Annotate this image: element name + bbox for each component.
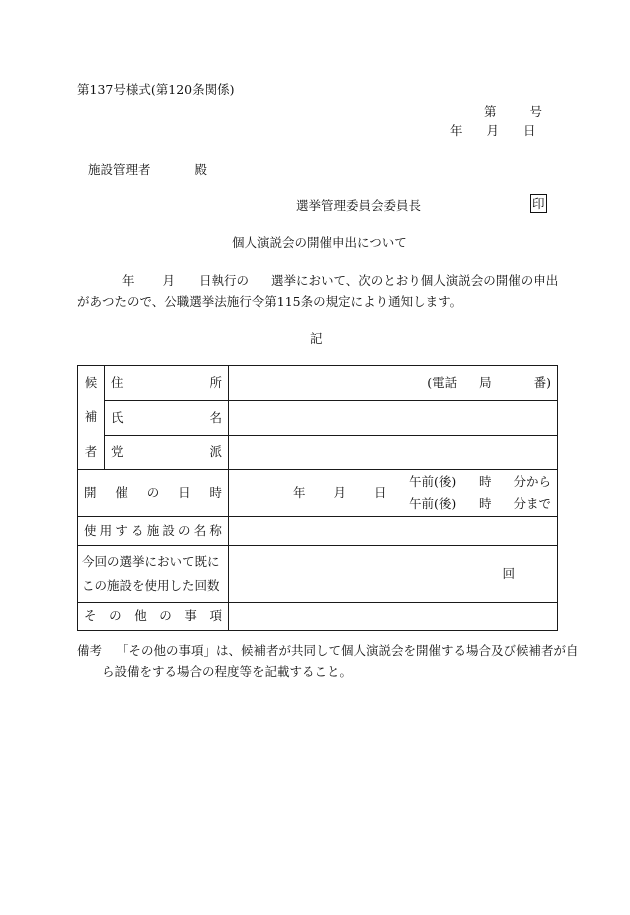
address-label: 住 所: [105, 366, 229, 401]
remarks-text-1: 「その他の事項」は、候補者が共同して個人演説会を開催する場合及び候補者が自: [116, 643, 579, 658]
body-line-1: 年 月 日執行の 選挙において、次のとおり個人演説会の開催の申出: [122, 273, 559, 288]
datetime-label: 開 催 の 日 時: [78, 470, 229, 517]
form-number: 第137号様式(第120条関係): [77, 82, 235, 97]
sender-title: 選挙管理委員会委員長: [296, 198, 422, 213]
facility-name-label: 使 用 す る 施 設 の 名 称: [78, 517, 229, 546]
seal-mark: 印: [532, 196, 545, 211]
document-number-go: 号: [529, 104, 543, 119]
application-table: [77, 365, 558, 631]
datetime-input[interactable]: 年 月 日 午前(後) 時 分から 午前(後) 時 分まで: [229, 470, 558, 517]
addressee: [88, 164, 207, 177]
document-date: [450, 125, 536, 138]
name-input[interactable]: [229, 401, 558, 435]
used-count-input[interactable]: 回: [229, 546, 558, 603]
facility-name-input[interactable]: [229, 517, 558, 546]
addressee-honorific: 殿: [194, 162, 208, 177]
addressee-title: 施設管理者: [88, 162, 151, 177]
used-count-label: 今回の選挙において既に この施設を使用した回数: [78, 546, 229, 603]
candidate-cell: 候 補 者: [78, 366, 105, 470]
date-day-label: 日: [523, 123, 536, 138]
remarks-label: 備考: [77, 643, 103, 658]
party-input[interactable]: [229, 435, 558, 469]
remarks: [77, 640, 579, 682]
document-number: [484, 106, 542, 119]
body-line-2: があつたので、公職選挙法施行令第115条の規定により通知します。: [77, 294, 463, 309]
address-input[interactable]: (電話 局 番): [229, 366, 558, 401]
name-label: 氏 名: [105, 401, 229, 435]
document-subject: 個人演説会の開催申出について: [232, 235, 407, 250]
document-number-dai: 第: [484, 104, 497, 119]
date-month-label: 月: [486, 123, 500, 138]
ki-heading: 記: [310, 331, 323, 346]
remarks-text-2: ら設備をする場合の程度等を記載すること。: [102, 664, 353, 679]
date-year-label: 年: [450, 123, 463, 138]
other-label: そ の 他 の 事 項: [78, 603, 229, 631]
other-input[interactable]: [229, 603, 558, 631]
party-label: 党 派: [105, 435, 229, 469]
